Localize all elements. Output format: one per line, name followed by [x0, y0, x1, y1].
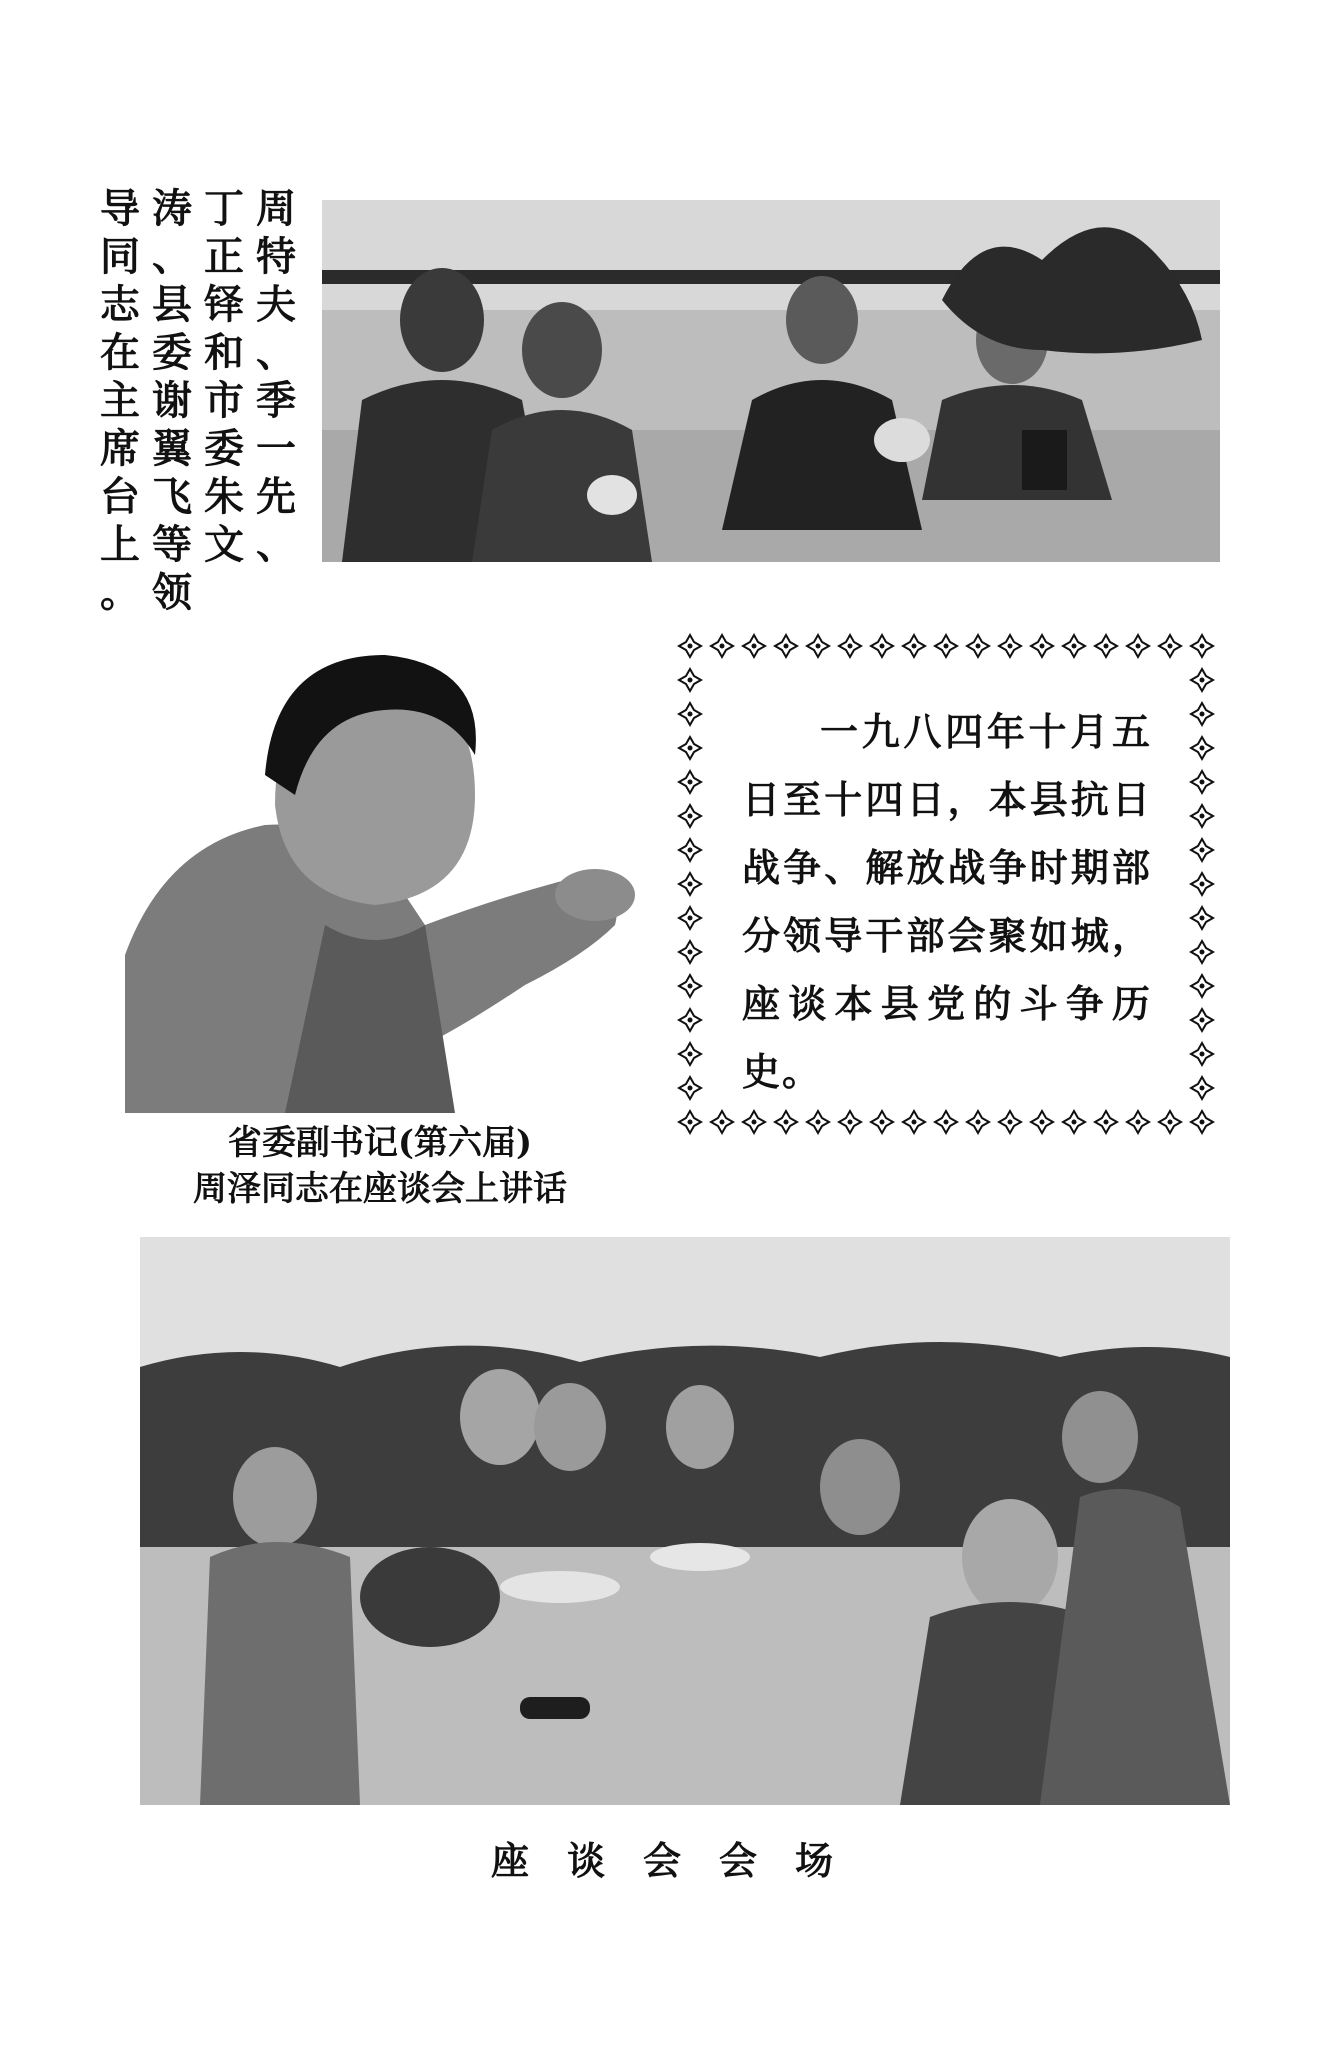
caption-char: 席	[100, 425, 140, 472]
caption-char: 一	[256, 425, 296, 472]
caption-char: 、	[256, 329, 296, 376]
caption-char: 市	[204, 377, 244, 424]
caption-char: 台	[100, 473, 140, 520]
caption-char: 领	[152, 569, 192, 616]
caption-char: 委	[204, 425, 244, 472]
venue-caption: 座谈会会场	[490, 1838, 871, 1883]
caption-char: 。	[100, 569, 140, 616]
caption-char: 飞	[152, 473, 192, 520]
caption-char: 涛	[152, 185, 192, 232]
caption-column-2	[200, 185, 248, 569]
caption-char: 上	[100, 521, 140, 568]
speaker-caption-line-1: 省委副书记(第六届)	[227, 1123, 533, 1163]
commemoration-text: 一九八四年十月五日至十四日，本县抗日战争、解放战争时期部分领导干部会聚如城，座谈本县党的斗争历史。	[742, 709, 1152, 1094]
caption-char: 谢	[152, 377, 192, 424]
caption-char: 同	[100, 233, 140, 280]
caption-char: 丁	[204, 185, 244, 232]
photo-meeting-venue	[140, 1237, 1230, 1805]
speaker-caption	[120, 1120, 640, 1212]
caption-char: 、	[152, 233, 192, 280]
caption-char: 在	[100, 329, 140, 376]
photo-presidium	[322, 200, 1220, 562]
caption-char: 特	[256, 233, 296, 280]
caption-char: 翼	[152, 425, 192, 472]
caption-column-1	[252, 185, 300, 569]
caption-char: 文	[204, 521, 244, 568]
caption-char: 朱	[204, 473, 244, 520]
caption-char: 主	[100, 377, 140, 424]
caption-char: 和	[204, 329, 244, 376]
caption-char: 导	[100, 185, 140, 232]
caption-char: 铎	[204, 281, 244, 328]
caption-char: 志	[100, 281, 140, 328]
caption-char: 等	[152, 521, 192, 568]
caption-char: 夫	[256, 281, 296, 328]
caption-char: 、	[256, 521, 296, 568]
caption-column-3	[148, 185, 196, 617]
caption-char: 周	[256, 185, 296, 232]
caption-char: 季	[256, 377, 296, 424]
caption-char: 县	[152, 281, 192, 328]
presidium-caption	[95, 185, 300, 616]
caption-column-4	[96, 185, 144, 617]
caption-char: 委	[152, 329, 192, 376]
caption-char: 正	[204, 233, 244, 280]
ornamental-text-box	[672, 628, 1220, 1140]
caption-char: 先	[256, 473, 296, 520]
speaker-caption-line-2: 周泽同志在座谈会上讲话	[193, 1169, 567, 1209]
photo-speaker-portrait	[125, 625, 647, 1113]
